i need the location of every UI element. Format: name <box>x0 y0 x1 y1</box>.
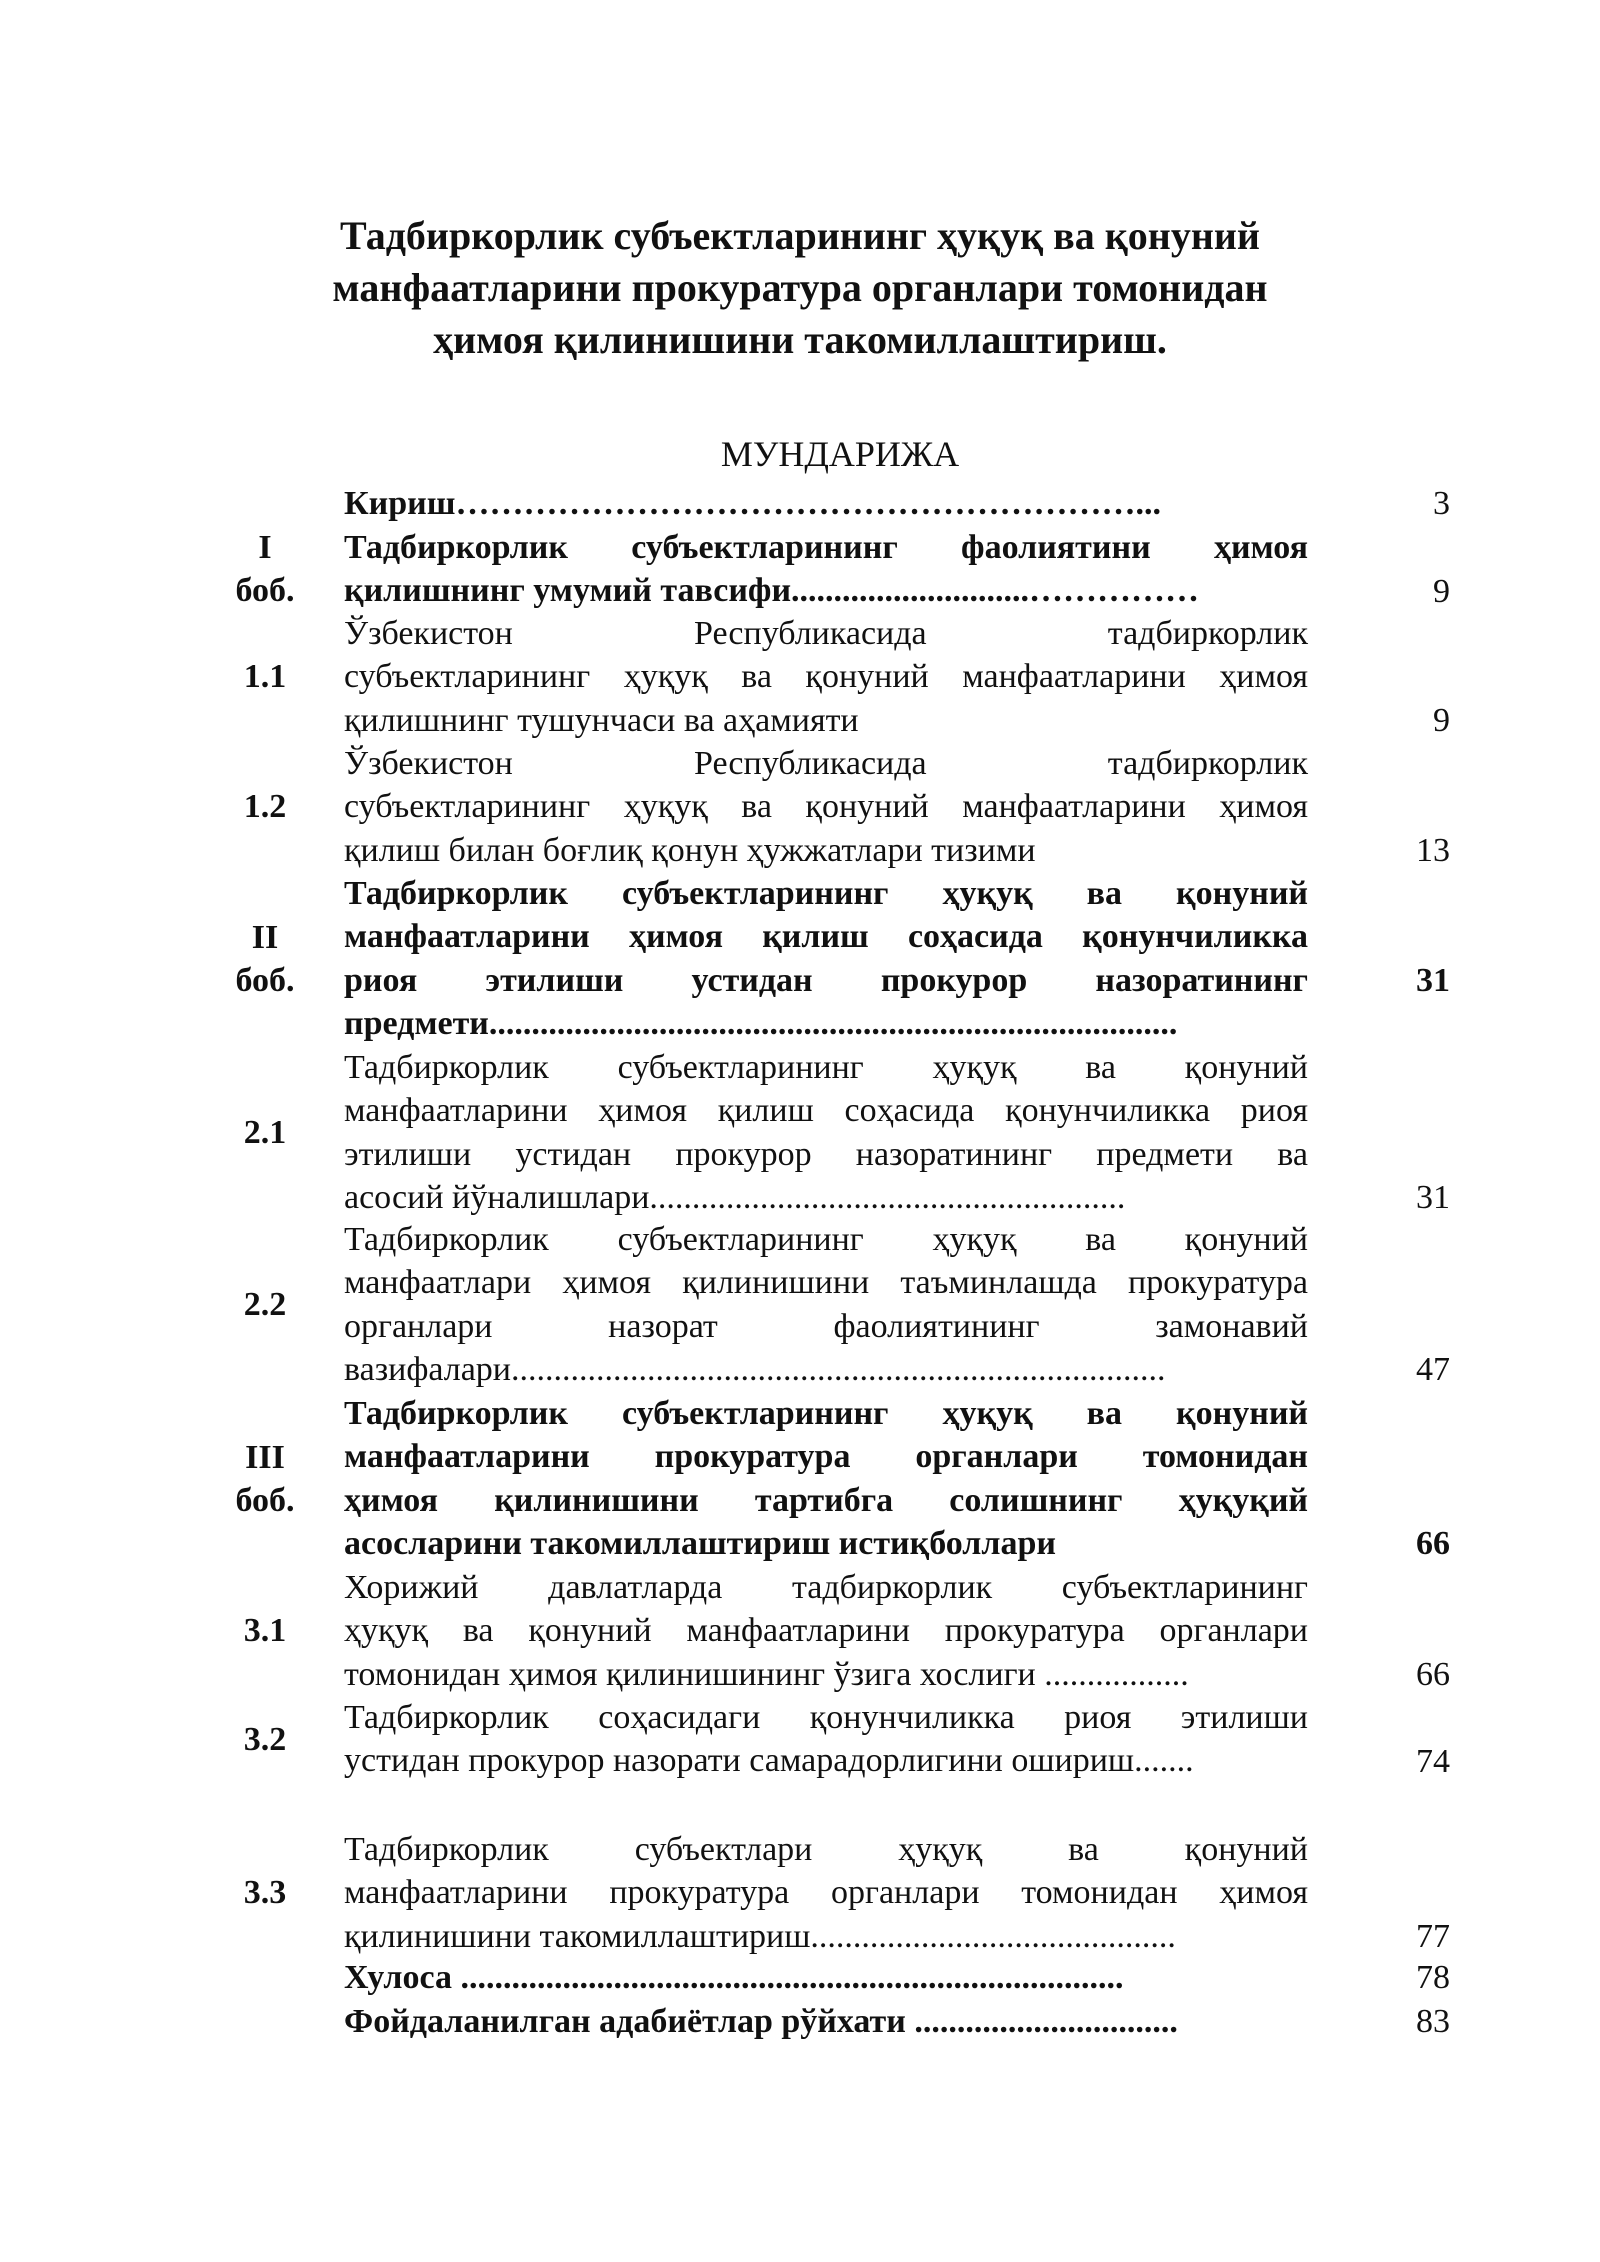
toc-entry-line: ҳимоя қилинишини тартибга солишнинг ҳуқуқий <box>344 1481 1308 1519</box>
toc-entry-line: қилинишини такомиллаштириш........................................... <box>344 1917 1176 1955</box>
toc-entry-number-line: 1.1 <box>243 658 287 696</box>
toc-entry-line: Ўзбекистон Республикасида тадбиркорлик <box>344 615 1308 652</box>
toc-entry-number-line: 2.1 <box>243 1114 287 1152</box>
toc-entry-line: Тадбиркорлик соҳасидаги қонунчиликка риоя этилиши <box>344 1699 1308 1736</box>
toc-entry-page-number: 31 <box>1416 961 1450 999</box>
toc-entry-text <box>344 1828 1308 1958</box>
toc-entry-text <box>344 872 1308 1045</box>
toc-entry-line: қилиш билан боғлиқ қонун ҳужжатлари тизими <box>344 831 1036 869</box>
toc-entry-number-line: I <box>258 529 272 567</box>
toc-entry-number <box>200 1718 330 1761</box>
toc-entry-page-number: 83 <box>1416 2003 1450 2041</box>
toc-entry-text <box>344 1566 1308 1696</box>
toc-entry-page-number: 66 <box>1416 1525 1450 1563</box>
toc-entry-line: Хорижий давлатларда тадбиркорлик субъектларининг <box>344 1569 1308 1606</box>
toc-entry-page-number: 3 <box>1433 485 1450 523</box>
toc-entry-line: субъектларининг ҳуқуқ ва қонуний манфаатларини ҳимоя <box>344 788 1308 826</box>
toc-entry-text <box>344 482 1308 525</box>
toc-entry-text <box>344 612 1308 742</box>
toc-entry-number <box>200 655 330 698</box>
toc-entry-number-line: 3.1 <box>243 1612 287 1650</box>
toc-entry-number <box>200 916 330 1002</box>
toc-entry-number <box>200 526 330 612</box>
toc-entry-number-line: III <box>245 1438 285 1476</box>
toc-entry-page-number: 9 <box>1433 572 1450 610</box>
toc-entry-line: вазифалари............................................................................. <box>344 1350 1166 1388</box>
toc-entry-line: Тадбиркорлик субъектларининг ҳуқуқ ва қонуний <box>344 1221 1308 1258</box>
toc-entry-number-line: боб. <box>235 1481 295 1519</box>
toc-entry-number-line: 2.2 <box>243 1286 287 1324</box>
toc-entry-line: томонидан ҳимоя қилинишининг ўзига хослиги ................. <box>344 1655 1189 1693</box>
toc-entry-text <box>344 2000 1308 2043</box>
toc-entry-number-line: 3.2 <box>243 1720 287 1758</box>
toc-entry-page-number: 9 <box>1433 701 1450 739</box>
toc-entry-number <box>200 1111 330 1154</box>
toc-entry-line: Тадбиркорлик субъектларининг ҳуқуқ ва қонуний <box>344 875 1308 912</box>
toc-entry-line: ҳуқуқ ва қонуний манфаатларини прокуратура органлари <box>344 1612 1308 1650</box>
toc-entry-text <box>344 742 1308 872</box>
toc-entry-number <box>200 1436 330 1522</box>
title-line-1: Тадбиркорлик субъектларининг ҳуқуқ ва қонуний <box>340 213 1260 258</box>
title-line-3: ҳимоя қилинишини такомиллаштириш. <box>433 317 1167 362</box>
toc-entry-line: қилишнинг тушунчаси ва аҳамияти <box>344 701 859 739</box>
document-title <box>230 210 1370 366</box>
toc-entry-line: манфаатларини прокуратура органлари томонидан <box>344 1438 1308 1476</box>
toc-entry-line: органлари назорат фаолиятининг замонавий <box>344 1307 1308 1345</box>
toc-entry-line: этилиши устидан прокурор назоратининг предмети ва <box>344 1135 1308 1173</box>
toc-entry-line: субъектларининг ҳуқуқ ва қонуний манфаатларини ҳимоя <box>344 658 1308 696</box>
toc-entry-page-number: 13 <box>1416 831 1450 869</box>
toc-entry-line: Фойдаланилган адабиётлар рўйхати ............................... <box>344 2003 1178 2040</box>
toc-entry-line: устидан прокурор назорати самарадорлигини ошириш....... <box>344 1742 1194 1780</box>
toc-entry-line: Кириш……………………………………………………... <box>344 485 1161 522</box>
toc-entry-line: манфаатлари ҳимоя қилинишини таъминлашда прокуратура <box>344 1264 1308 1302</box>
toc-entry-number <box>200 1871 330 1914</box>
toc-entry-line: манфаатларини ҳимоя қилиш соҳасида қонунчиликка <box>344 918 1308 956</box>
toc-entry-page-number: 78 <box>1416 1959 1450 1997</box>
toc-entry-line: Ўзбекистон Республикасида тадбиркорлик <box>344 745 1308 782</box>
toc-entry-number <box>200 785 330 828</box>
toc-entry-line: Тадбиркорлик субъектларининг ҳуқуқ ва қонуний <box>344 1395 1308 1432</box>
toc-entry-number <box>200 1283 330 1326</box>
toc-entry-line: қилишнинг умумий тавсифи............................…………… <box>344 572 1200 610</box>
toc-entry-text <box>344 526 1308 613</box>
toc-entry-text <box>344 1696 1308 1783</box>
title-line-2: манфаатларини прокуратура органлари томонидан <box>332 265 1268 310</box>
toc-entry-line: асосий йўналишлари........................................................ <box>344 1178 1126 1216</box>
toc-entry-number-line: 1.2 <box>243 788 287 826</box>
toc-entry-number <box>200 1609 330 1652</box>
toc-entry-number-line: 3.3 <box>243 1874 287 1912</box>
toc-entry-number-line: боб. <box>235 961 295 999</box>
toc-entry-page-number: 77 <box>1416 1917 1450 1955</box>
toc-entry-line: Тадбиркорлик субъектларининг ҳуқуқ ва қонуний <box>344 1049 1308 1086</box>
toc-entry-line: Тадбиркорлик субъектларининг фаолиятини ҳимоя <box>344 529 1308 566</box>
toc-entry-number-line: II <box>251 918 279 956</box>
toc-entry-line: асосларини такомиллаштириш истиқболлари <box>344 1524 1056 1562</box>
toc-entry-line: Хулоса .............................................................................. <box>344 1959 1124 1996</box>
toc-entry-page-number: 47 <box>1416 1351 1450 1389</box>
toc-heading: МУНДАРИЖА <box>720 434 960 474</box>
toc-entry-line: предмети................................................................................. <box>344 1004 1178 1042</box>
toc-entry-text <box>344 1392 1308 1565</box>
toc-entry-line: риоя этилиши устидан прокурор назоратининг <box>344 961 1308 999</box>
toc-entry-text <box>344 1956 1308 1999</box>
toc-entry-text <box>344 1046 1308 1219</box>
toc-entry-page-number: 31 <box>1416 1179 1450 1217</box>
toc-entry-line: Тадбиркорлик субъектлари ҳуқуқ ва қонуний <box>344 1831 1308 1868</box>
toc-entry-line: манфаатларини прокуратура органлари томонидан ҳимоя <box>344 1874 1308 1912</box>
toc-entry-text <box>344 1218 1308 1391</box>
toc-entry-number-line: боб. <box>235 572 295 610</box>
toc-entry-page-number: 74 <box>1416 1742 1450 1780</box>
toc-entry-page-number: 66 <box>1416 1655 1450 1693</box>
toc-entry-line: манфаатларини ҳимоя қилиш соҳасида қонунчиликка риоя <box>344 1092 1308 1130</box>
